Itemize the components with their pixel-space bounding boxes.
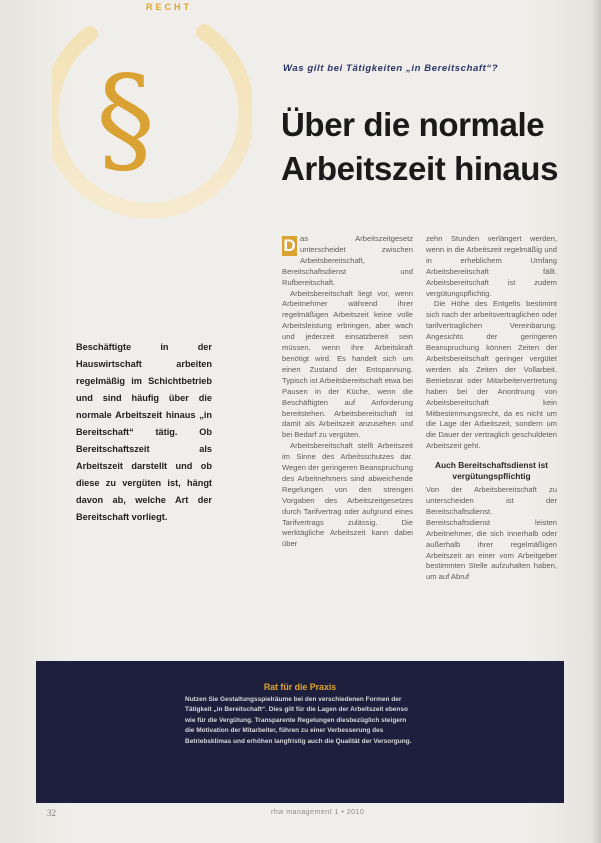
page-gutter-shadow [591, 0, 601, 843]
body-text: as Arbeitszeitgesetz unterscheidet zwischen Arbeitsbereitschaft, Bereitschaftsdienst und Rufbereitschaft. [282, 234, 413, 287]
magazine-footer: rhw management 1 • 2010 [271, 809, 365, 816]
tip-box [36, 661, 564, 803]
page-number: 32 [47, 808, 56, 818]
body-paragraph: Von der Arbeitsbereitschaft zu unterscheiden ist der Bereitschaftsdienst. Bereitschaftsdienst leisten Arbeitnehmer, die sich innerhalb oder außerhalb ihrer regelmäßigen Arbeitszeit an einer vom Arbeitgeber bestimmten Stelle aufzuhalten haben, um auf Abruf [426, 485, 557, 582]
headline-line-1: Über die normale [281, 106, 545, 143]
headline-line-2: Arbeitszeit hinaus [281, 150, 559, 187]
lead-paragraph: Beschäftigte in der Hauswirtschaft arbeiten regelmäßig im Schichtbetrieb und sind häufig über die normale Arbeitszeit hinaus „in Bereitschaft“ tätig. Ob Bereitschaftszeit als Arbeitszeit darstellt und ob diese zu vergüten ist, hängt davon ab, welche Art der Bereitschaft vorliegt. [76, 342, 212, 522]
drop-cap: D [283, 236, 296, 255]
headline [281, 103, 581, 191]
body-paragraph: Die Höhe des Entgelts bestimmt sich nach der arbeitsvertraglichen oder tarifvertraglichen Vereinbarung. Angesichts der geringeren Beanspruchung können Zeiten der Arbeitsbereitschaft geringer vergütet werden als Zeiten der Vollarbeit. Betriebsrat oder Mitarbeitervertretung haben bei der Anordnung von Arbeitsbereitschaft kein Mitbestimmungsrecht, da es nicht um die Lage der Arbeitszeit, sondern um die Dauer der vertraglich geschuldeten Arbeitszeit geht. [426, 299, 557, 451]
tip-box-title: Rat für die Praxis [263, 682, 337, 692]
paragraph-sign-icon: § [96, 50, 155, 188]
body-paragraph: Arbeitsbereitschaft stellt Arbeitszeit im Sinne des Arbeitsschutzes dar. Wegen der geringeren Beanspruchung des Arbeitnehmers sind abweichende Regelungen von den strengen Vorgaben des Arbeitszeitgesetzes durch Tarifvertrag oder aufgrund eines Tarifvertrags zulässig. Die werktägliche Arbeitszeit kann dabei über [282, 441, 413, 549]
tip-box-text: Nutzen Sie Gestaltungsspielräume bei den verschiedenen Formen der Tätigkeit „in Bereitschaft“. Dies gilt für die Lagen der Arbeitszeit ebenso wie für die Vergütung. Transparente Regelungen diesbezüglich steigern die Motivation der Mitarbeiter, führen zu einer Verbesserung des Betriebsklimas und erhöhen langfristig auch die Qualität der Versorgung. [185, 696, 412, 745]
section-label: RECHT [146, 2, 192, 12]
subheading: Auch Bereitschaftsdienst ist vergütungspflichtig [434, 460, 549, 482]
body-paragraph: zehn Stunden verlängert werden, wenn in die Arbeitszeit regelmäßig und in erheblichem Umfang Arbeitsbereitschaft fällt. Arbeitsbereitschaft ist zudem vergütungspflichtig. [426, 234, 557, 298]
body-paragraph [282, 234, 413, 289]
body-column-1 [282, 234, 413, 550]
body-column-2 [426, 234, 557, 583]
body-paragraph: Arbeitsbereitschaft liegt vor, wenn Arbeitnehmer während ihrer regelmäßigen Arbeitszeit keine volle Arbeitsleistung erbringen, aber wach und jederzeit einsatzbereit sein müssen, wenn ihre Arbeitskraft benötigt wird. Es handelt sich um einen Zustand der Entspannung. Typisch ist Arbeitsbereitschaft etwa bei Pausen in der Küche, wenn die Beschäftigten auf Anforderung bereitstehen. Arbeitsbereitschaft ist damit als Arbeitszeit anzusehen und bei Bedarf zu vergüten. [282, 288, 413, 440]
kicker: Was gilt bei Tätigkeiten „in Bereitschaft“? [283, 63, 499, 74]
